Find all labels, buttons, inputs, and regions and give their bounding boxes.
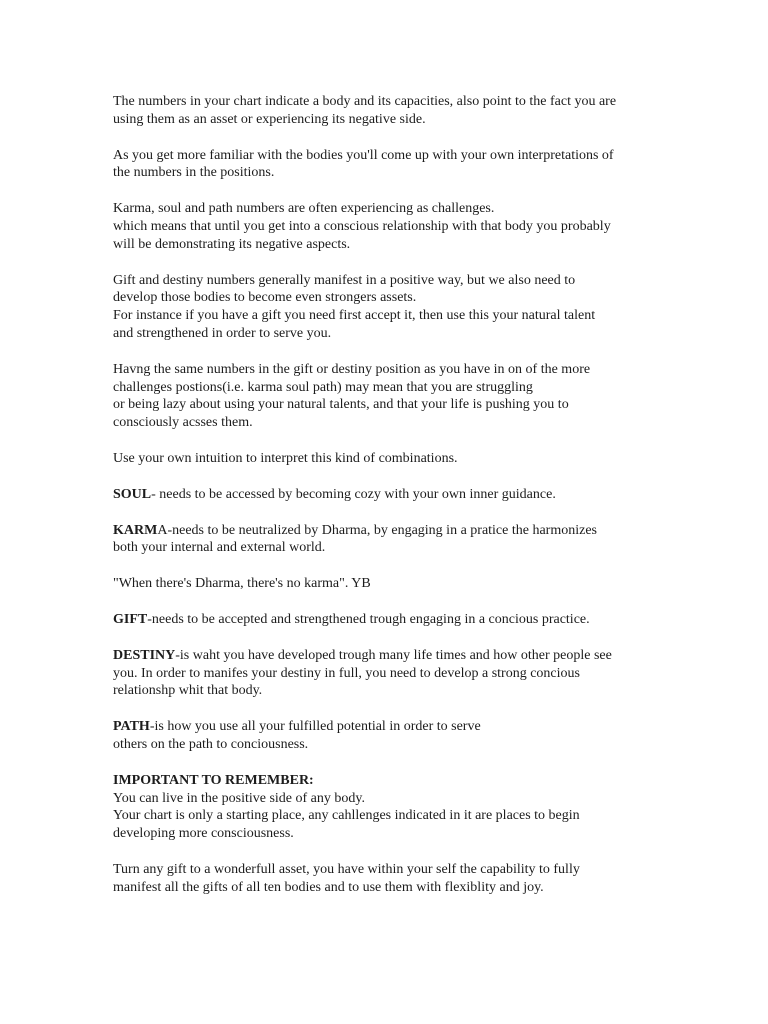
text-line <box>113 486 728 504</box>
text-line: Karma, soul and path numbers are often experiencing as challenges. <box>113 201 495 217</box>
text-line: Your chart is only a starting place, any cahllenges indicated in it are places to begin <box>113 808 580 824</box>
destiny-definition <box>113 647 728 700</box>
familiarity-paragraph <box>113 147 728 183</box>
text-line <box>113 647 728 665</box>
text-line: developing more consciousness. <box>113 826 294 842</box>
text-line: Use your own intuition to interpret this kind of combinations. <box>113 450 458 466</box>
soul-definition <box>113 486 728 504</box>
text-line: develop those bodies to become even strongers assets. <box>113 290 417 306</box>
text-line <box>113 611 728 629</box>
gift-term: GIFT <box>113 611 148 627</box>
soul-text: - needs to be accessed by becoming cozy with your own inner guidance. <box>151 486 556 502</box>
text-line: and strengthened in order to serve you. <box>113 325 332 341</box>
challenges-paragraph <box>113 200 728 253</box>
path-definition <box>113 718 728 754</box>
dharma-quote <box>113 575 728 593</box>
text-line: "When there's Dharma, there's no karma". YB <box>113 576 371 592</box>
same-numbers-paragraph <box>113 361 728 432</box>
destiny-term: DESTINY <box>113 647 176 663</box>
text-line: Havng the same numbers in the gift or destiny position as you have in on of the more <box>113 361 591 377</box>
text-line: As you get more familiar with the bodies you'll come up with your own interpretations of <box>113 147 614 163</box>
text-line: challenges postions(i.e. karma soul path) may mean that you are struggling <box>113 379 533 395</box>
path-text: -is how you use all your fulfilled potential in order to serve <box>149 719 481 735</box>
text-line: you. In order to manifes your destiny in full, you need to develop a strong concious <box>113 665 580 681</box>
text-line: Turn any gift to a wonderfull asset, you have within your self the capability to fully <box>113 861 580 877</box>
gift-text: -needs to be accepted and strengthened trough engaging in a concious practice. <box>147 611 590 627</box>
gift-definition <box>113 611 728 629</box>
karma-term: KARM <box>113 522 158 538</box>
text-line: using them as an asset or experiencing its negative side. <box>113 111 426 127</box>
intro-paragraph <box>113 93 728 129</box>
text-line: You can live in the positive side of any body. <box>113 790 365 806</box>
text-line: which means that until you get into a conscious relationship with that body you probably <box>113 218 611 234</box>
intuition-paragraph <box>113 450 728 468</box>
path-term: PATH <box>113 719 150 735</box>
important-section <box>113 772 728 843</box>
text-line: both your internal and external world. <box>113 540 326 556</box>
text-line: or being lazy about using your natural talents, and that your life is pushing you to <box>113 397 569 413</box>
text-line: manifest all the gifts of all ten bodies and to use them with flexiblity and joy. <box>113 879 544 895</box>
closing-paragraph <box>113 861 728 897</box>
karma-text: A-needs to be neutralized by Dharma, by engaging in a pratice the harmonizes <box>157 522 597 538</box>
text-line <box>113 718 728 736</box>
text-line: the numbers in the positions. <box>113 165 275 181</box>
text-line: The numbers in your chart indicate a body and its capacities, also point to the fact you are <box>113 94 617 109</box>
text-line: relationshp whit that body. <box>113 683 263 699</box>
text-line: others on the path to conciousness. <box>113 736 309 752</box>
gift-destiny-paragraph <box>113 272 728 343</box>
text-line: Gift and destiny numbers generally manifest in a positive way, but we also need to <box>113 272 576 288</box>
text-line <box>113 522 728 540</box>
text-line: consciously acsses them. <box>113 415 253 431</box>
text-line: will be demonstrating its negative aspects. <box>113 236 351 252</box>
important-heading: IMPORTANT TO REMEMBER: <box>113 772 314 788</box>
destiny-text: -is waht you have developed trough many life times and how other people see <box>175 647 612 663</box>
karma-definition <box>113 522 728 558</box>
soul-term: SOUL <box>113 486 152 502</box>
text-line: For instance if you have a gift you need first accept it, then use this your natural talent <box>113 308 596 324</box>
